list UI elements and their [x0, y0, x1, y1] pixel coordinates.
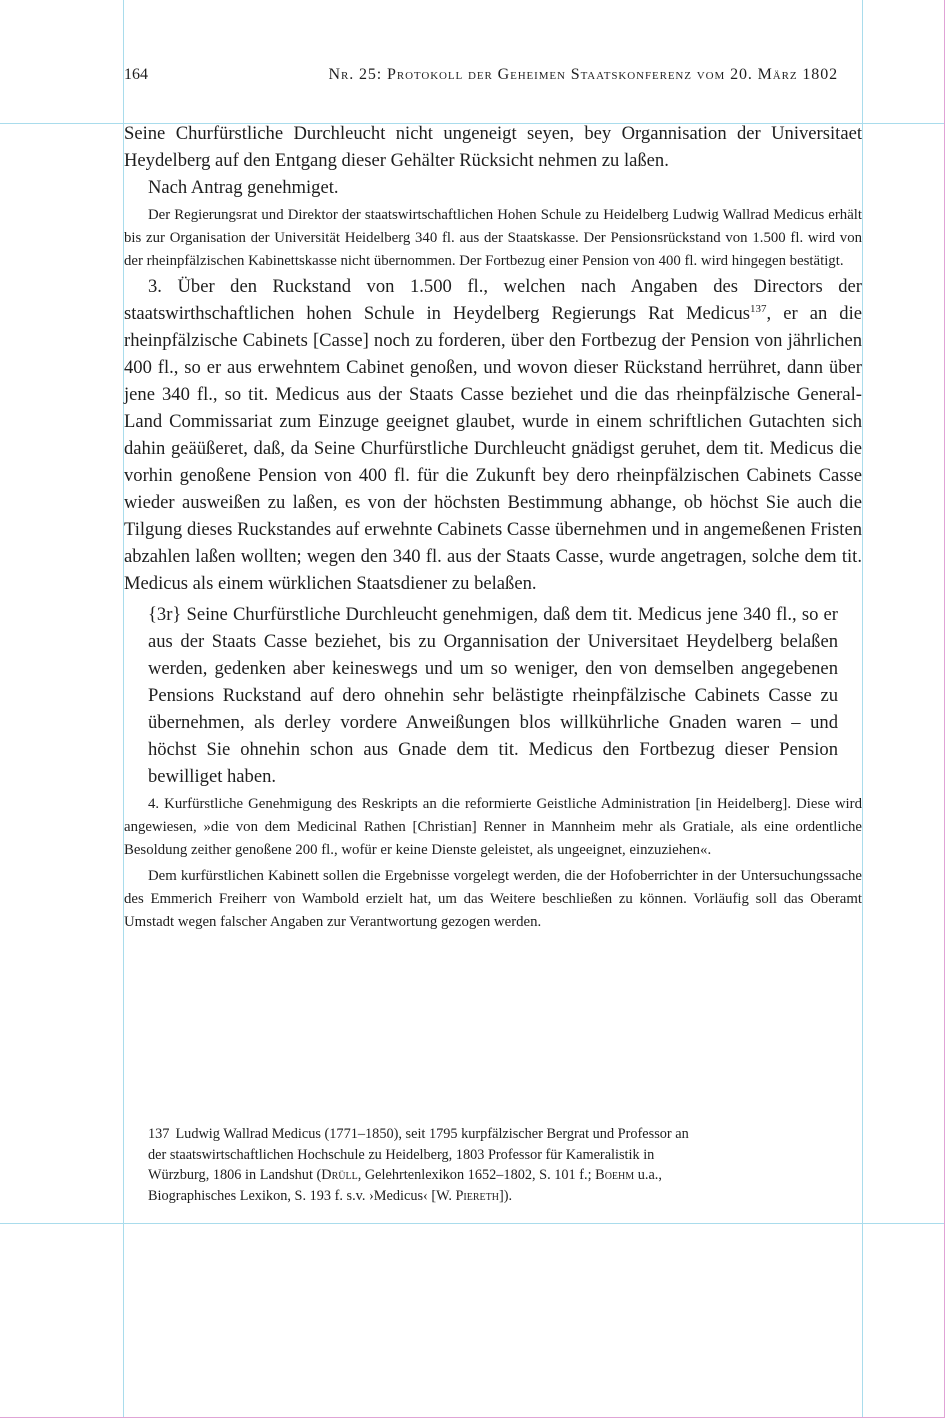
quote-decision: {3r} Seine Churfürstliche Durchleucht genehmigen, daß dem tit. Medicus jene 340 fl., so er aus der Staats Casse beziehet, bis zu Organnisation der Universitaet Heydelberg belaßen werden, gedenken aber keineswegs und um so weniger, den von demselben angegebenen Pensions Ruckstand auf dero ohnehin sehr belästigte rheinpfälzische Cabinets Casse zu übernehmen, als derley vordere Anweißungen blos willkührliche Gnaden waren – und höchst Sie ohnehin schon aus Gnade dem tit. Medicus den Fortbezug dieser Pension bewilliget haben. — [148, 604, 838, 787]
paragraph-resolution: Nach Antrag genehmiget. — [148, 177, 339, 198]
footnote-text-c: u.a., Biographisches Lexikon, S. 193 f. s.v. ›Medicus‹ [W. — [148, 1167, 662, 1204]
footnote-number: 137 — [148, 1126, 170, 1142]
paragraph-cabinet: Dem kurfürstlichen Kabinett sollen die Ergebnisse vorgelegt werden, die der Hofoberrichter in der Untersuchungssache des Emmerich Freiherr von Wambold erzielt hat, um das Weitere beschließen zu können. Vorläufig soll das Oberamt Umstadt wegen falscher Angaben zur Verantwortung gezogen werden. — [124, 868, 862, 930]
footnote-ref-137[interactable]: 137 — [750, 303, 767, 315]
footnote-text-d: ]). — [498, 1187, 513, 1204]
body-text — [124, 120, 862, 934]
page-header — [124, 66, 838, 90]
paragraph-item-4: 4. Kurfürstliche Genehmigung des Reskripts an die reformierte Geistliche Administration [in Heidelberg]. Diese wird angewiesen, »die von dem Medicinal Rathen [Christian] Renner in Mannheim mehr als Gratiale, als eine ordentliche Besoldung zeither genoßene 200 fl., wofür er keine Dienste geleistet, als ungeeignet, einzuziehen«. — [124, 796, 862, 858]
paragraph-summary: Der Regierungsrat und Direktor der staatswirtschaftlichen Hohen Schule zu Heidelberg Ludwig Wallrad Medicus erhält bis zur Organisation der Universität Heidelberg 340 fl. aus der Staatskasse. Der Pensionsrückstand von 1.500 fl. wird von der rheinpfälzischen Kabinettskasse nicht übernommen. Der Fortbezug einer Pension von 400 fl. wird hingegen bestätigt. — [124, 207, 862, 269]
paragraph-item-3 — [124, 273, 862, 597]
footnote-author-druell: Drüll — [321, 1167, 358, 1183]
footnote-text-a: Ludwig Wallrad Medicus (1771–1850), seit 1795 kurpfälzischer Bergrat und Professor an der staatswirtschaftlichen Hochschule zu Heidelberg, 1803 Professor für Kameralistik in Würzburg, 1806 in Landshut ( — [148, 1126, 689, 1183]
footnote-author-boehm: Boehm — [595, 1167, 635, 1183]
footnote-text-b: , Gelehrtenlexikon 1652–1802, S. 101 f.; — [357, 1167, 596, 1183]
item-3-text-start: 3. Über den Ruckstand von 1.500 fl., welchen nach Angaben des Directors der staatswirthschaftlichen hohen Schule in Heydelberg Regierungs Rat Medicus — [124, 276, 862, 324]
paragraph-continuation: Seine Churfürstliche Durchleucht nicht ungeneigt seyen, bey Organnisation der Universitaet Heydelberg auf den Entgang dieser Gehälter Rücksicht nehmen zu laßen. — [124, 123, 862, 171]
running-head: Nr. 25: Protokoll der Geheimen Staatskonferenz vom 20. März 1802 — [328, 66, 838, 83]
footnote-author-piereth: Piereth — [455, 1187, 499, 1204]
item-3-text-end: , er an die rheinpfälzische Cabinets [Casse] noch zu forderen, über den Fortbezug der Pension von jährlichen 400 fl., so er aus erwehntem Cabinet genoßen, und wovon dieser Rückstand herrühret, dann über jene 340 fl., so tit. Medicus aus der Staats Casse beziehet und die das rheinpfälzische General-Land Commissariat zum Einzuge geeignet glaubet, wurde in einem schriftlichen Gutachten sich dahin geäüßeret, daß, da Seine Churfürstliche Durchleucht gnädigst geruhet, dem tit. Medicus die vorhin genoßene Pension von 400 fl. für die Zukunft bey dero rheinpfälzischen Cabinets Casse wieder ausweißen zu laßen, es von der höchsten Bestimmung abhange, ob höchst Sie auch die Tilgung dieses Ruckstandes auf erwehnte Cabinets Casse übernehmen und in angemeßenen Fristen abzahlen laßen wollten; wegen den 340 fl. aus der Staats Casse, wurde angetragen, solche dem tit. Medicus als einem würklichen Staatsdiener zu belaßen. — [124, 303, 862, 594]
page-number: 164 — [124, 66, 148, 83]
footnote-137 — [148, 1124, 693, 1206]
margin-guide-right — [862, 0, 863, 1418]
margin-guide-bottom — [0, 1223, 945, 1224]
